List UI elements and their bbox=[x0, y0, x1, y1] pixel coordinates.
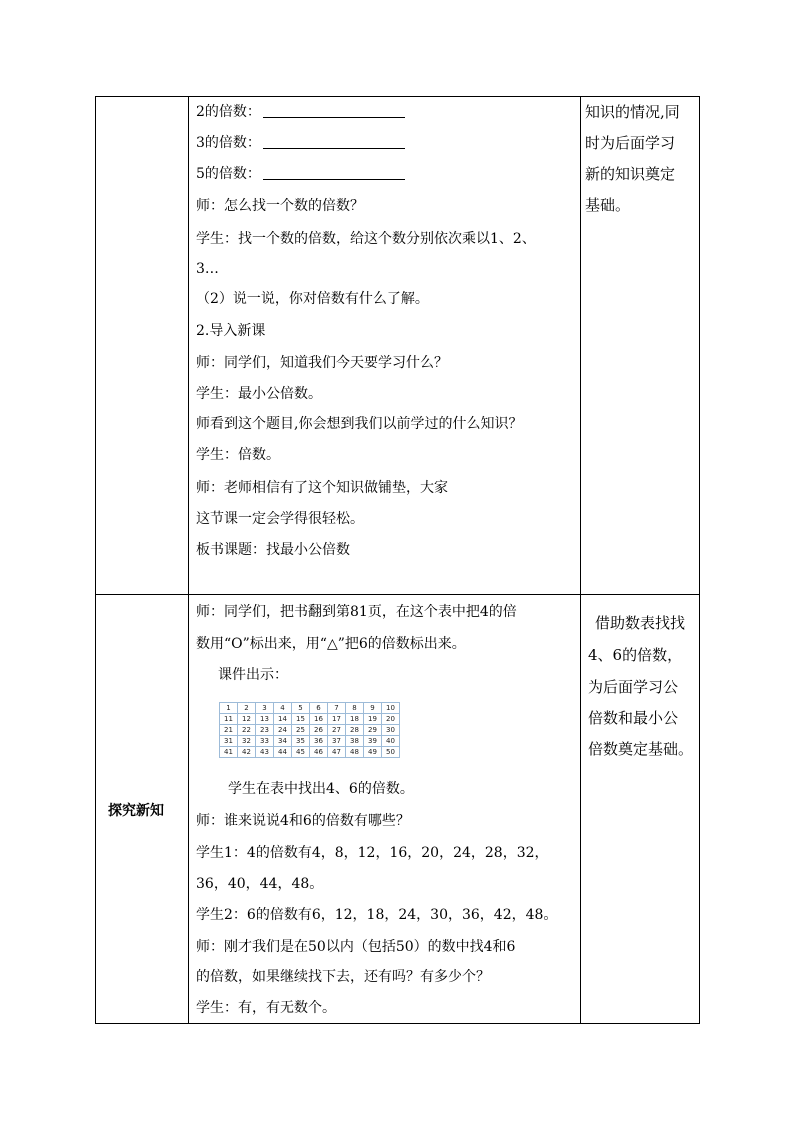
grid-cell: 3 bbox=[256, 703, 274, 714]
text-line: 课件出示： bbox=[218, 667, 288, 683]
text-line: 学生1：4的倍数有4，8，12，16，20，24，28，32， bbox=[196, 845, 549, 861]
grid-cell: 12 bbox=[238, 714, 256, 725]
grid-cell: 44 bbox=[274, 747, 292, 758]
text-line: 2.导入新课 bbox=[196, 323, 266, 339]
note-line: 知识的情况,同 bbox=[585, 103, 680, 121]
text-line: 师：怎么找一个数的倍数？ bbox=[196, 198, 364, 214]
grid-cell: 33 bbox=[256, 736, 274, 747]
text-line: 师：老师相信有了这个知识做铺垫，大家 bbox=[196, 480, 448, 496]
grid-cell: 49 bbox=[364, 747, 382, 758]
grid-cell: 8 bbox=[346, 703, 364, 714]
grid-cell: 5 bbox=[292, 703, 310, 714]
grid-cell: 28 bbox=[346, 725, 364, 736]
text-line: 学生：找一个数的倍数，给这个数分别依次乘以1、2、 bbox=[196, 231, 536, 247]
grid-cell: 6 bbox=[310, 703, 328, 714]
fill-blank bbox=[263, 165, 405, 180]
text-line: 这节课一定会学得很轻松。 bbox=[196, 511, 364, 527]
grid-cell: 2 bbox=[238, 703, 256, 714]
text-line: 师看到这个题目,你会想到我们以前学过的什么知识？ bbox=[196, 416, 523, 432]
grid-row bbox=[220, 736, 400, 747]
grid-cell: 13 bbox=[256, 714, 274, 725]
text-line: 学生：有，有无数个。 bbox=[196, 1000, 336, 1016]
note-line: 倍数和最小公 bbox=[588, 709, 679, 727]
section-label: 探究新知 bbox=[108, 803, 164, 819]
grid-cell: 17 bbox=[328, 714, 346, 725]
text-line: 学生：最小公倍数。 bbox=[196, 386, 322, 402]
text-line: 师：谁来说说4和6的倍数有哪些？ bbox=[196, 813, 410, 829]
grid-cell: 41 bbox=[220, 747, 238, 758]
grid-cell: 1 bbox=[220, 703, 238, 714]
note-line: 时为后面学习 bbox=[585, 134, 676, 152]
grid-row bbox=[220, 725, 400, 736]
row-divider bbox=[96, 594, 699, 595]
grid-cell: 43 bbox=[256, 747, 274, 758]
text-line: 36，40，44，48。 bbox=[196, 876, 324, 892]
text-line: 学生2：6的倍数有6，12，18，24，30，36，42，48。 bbox=[196, 907, 558, 923]
text-line: 学生：倍数。 bbox=[196, 447, 280, 463]
grid-cell: 26 bbox=[310, 725, 328, 736]
grid-cell: 18 bbox=[346, 714, 364, 725]
grid-cell: 22 bbox=[238, 725, 256, 736]
grid-cell: 40 bbox=[382, 736, 400, 747]
grid-cell: 24 bbox=[274, 725, 292, 736]
grid-cell: 23 bbox=[256, 725, 274, 736]
grid-row bbox=[220, 714, 400, 725]
grid-cell: 32 bbox=[238, 736, 256, 747]
grid-cell: 38 bbox=[346, 736, 364, 747]
column-divider bbox=[580, 97, 581, 1023]
text-line: 的倍数，如果继续找下去，还有吗？有多少个？ bbox=[196, 969, 490, 985]
grid-cell: 20 bbox=[382, 714, 400, 725]
grid-cell: 47 bbox=[328, 747, 346, 758]
grid-cell: 31 bbox=[220, 736, 238, 747]
note-line: 基础。 bbox=[585, 196, 631, 214]
grid-cell: 42 bbox=[238, 747, 256, 758]
text-line: 师：同学们，知道我们今天要学习什么？ bbox=[196, 355, 448, 371]
grid-cell: 15 bbox=[292, 714, 310, 725]
note-line: 倍数奠定基础。 bbox=[588, 740, 694, 758]
grid-cell: 37 bbox=[328, 736, 346, 747]
grid-cell: 14 bbox=[274, 714, 292, 725]
grid-cell: 4 bbox=[274, 703, 292, 714]
note-line: 新的知识奠定 bbox=[585, 165, 676, 183]
grid-cell: 39 bbox=[364, 736, 382, 747]
grid-row bbox=[220, 747, 400, 758]
grid-cell: 16 bbox=[310, 714, 328, 725]
grid-cell: 45 bbox=[292, 747, 310, 758]
grid-cell: 34 bbox=[274, 736, 292, 747]
grid-cell: 29 bbox=[364, 725, 382, 736]
text-line: 3… bbox=[196, 261, 219, 277]
grid-cell: 7 bbox=[328, 703, 346, 714]
grid-cell: 21 bbox=[220, 725, 238, 736]
text-line: （2）说一说，你对倍数有什么了解。 bbox=[196, 291, 429, 307]
grid-cell: 25 bbox=[292, 725, 310, 736]
grid-cell: 36 bbox=[310, 736, 328, 747]
grid-cell: 11 bbox=[220, 714, 238, 725]
text-line: 数用“O”标出来，用“△”把6的倍数标出来。 bbox=[196, 636, 466, 652]
grid-cell: 10 bbox=[382, 703, 400, 714]
grid-cell: 46 bbox=[310, 747, 328, 758]
text-line: 师：同学们，把书翻到第81页，在这个表中把4的倍 bbox=[196, 604, 517, 620]
grid-cell: 48 bbox=[346, 747, 364, 758]
text-line: 板书课题：找最小公倍数 bbox=[196, 542, 350, 558]
blank-line-5: 5的倍数： bbox=[196, 165, 405, 183]
column-divider bbox=[188, 97, 189, 1023]
grid-row bbox=[220, 703, 400, 714]
note-line: 为后面学习公 bbox=[588, 678, 679, 696]
grid-cell: 35 bbox=[292, 736, 310, 747]
note-line: 借助数表找找 bbox=[595, 614, 686, 632]
fill-blank bbox=[263, 134, 405, 149]
blank-line-3: 3的倍数： bbox=[196, 134, 405, 152]
text-line: 学生在表中找出4、6的倍数。 bbox=[228, 781, 414, 797]
text-line: 师：刚才我们是在50以内（包括50）的数中找4和6 bbox=[196, 939, 516, 955]
number-grid bbox=[219, 702, 400, 758]
fill-blank bbox=[263, 103, 405, 118]
grid-cell: 30 bbox=[382, 725, 400, 736]
grid-cell: 27 bbox=[328, 725, 346, 736]
grid-cell: 50 bbox=[382, 747, 400, 758]
grid-cell: 9 bbox=[364, 703, 382, 714]
grid-cell: 19 bbox=[364, 714, 382, 725]
note-line: 4、6的倍数， bbox=[588, 646, 683, 664]
blank-line-2: 2的倍数： bbox=[196, 103, 405, 121]
